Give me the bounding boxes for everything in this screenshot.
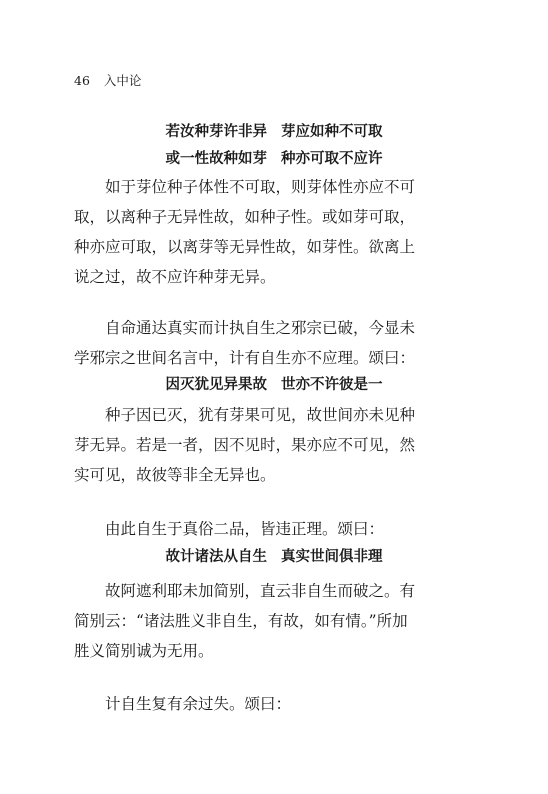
running-header [74, 73, 141, 89]
text-line: 故阿遮利耶未加简别，直云非自生而破之。有 [105, 582, 416, 600]
running-title: 入中论 [103, 73, 142, 88]
verse-hemistich: 若汝种芽许非异 [165, 124, 267, 140]
verse-line [0, 122, 548, 142]
text-line: 种亦应可取，以离芽等无异性故，如芽性。欲离上 [74, 238, 416, 256]
verse-hemistich: 芽应如种不可取 [281, 124, 383, 140]
text-line: 学邪宗之世间名言中，计有自生亦不应理。颂曰： [74, 349, 416, 367]
commentary-paragraph [74, 313, 476, 373]
commentary-paragraph [74, 576, 476, 666]
text-line: 如于芽位种子体性不可取，则芽体性亦应不可 [105, 178, 416, 196]
text-line: 取，以离种子无异性故，如种子性。或如芽可取， [74, 208, 416, 226]
text-line: 自命通达真实而计执自生之邪宗已破，今显未 [105, 319, 416, 337]
text-line: 计自生复有余过失。颂曰： [105, 695, 292, 713]
text-line: 种子因已灭，犹有芽果可见，故世间亦未见种 [105, 406, 416, 424]
verse-hemistich: 因灭犹见异果故 [165, 377, 267, 393]
page-number: 46 [74, 73, 90, 88]
verse-line [0, 375, 548, 395]
verse-hemistich: 种亦可取不应许 [281, 151, 383, 167]
commentary-paragraph [74, 400, 476, 490]
text-line: 由此自生于真俗二品，皆违正理。颂曰： [105, 520, 385, 538]
text-line: 芽无异。若是一者，因不见时，果亦应不可见，然 [74, 436, 416, 454]
verse-hemistich: 故计诸法从自生 [165, 549, 267, 565]
verse-line [0, 547, 548, 567]
commentary-paragraph [74, 172, 476, 292]
commentary-paragraph [74, 514, 476, 544]
verse-hemistich: 真实世间俱非理 [281, 549, 383, 565]
commentary-paragraph [74, 689, 476, 719]
text-line: 胜义简别诚为无用。 [74, 642, 214, 660]
verse-hemistich: 世亦不许彼是一 [281, 377, 383, 393]
text-line: 简别云：“诸法胜义非自生，有故，如有情。”所加 [74, 612, 408, 630]
verse-line [0, 149, 548, 169]
text-line: 实可见，故彼等非全无异也。 [74, 466, 276, 484]
verse-hemistich: 或一性故种如芽 [165, 151, 267, 167]
text-line: 说之过，故不应许种芽无异。 [74, 268, 276, 286]
